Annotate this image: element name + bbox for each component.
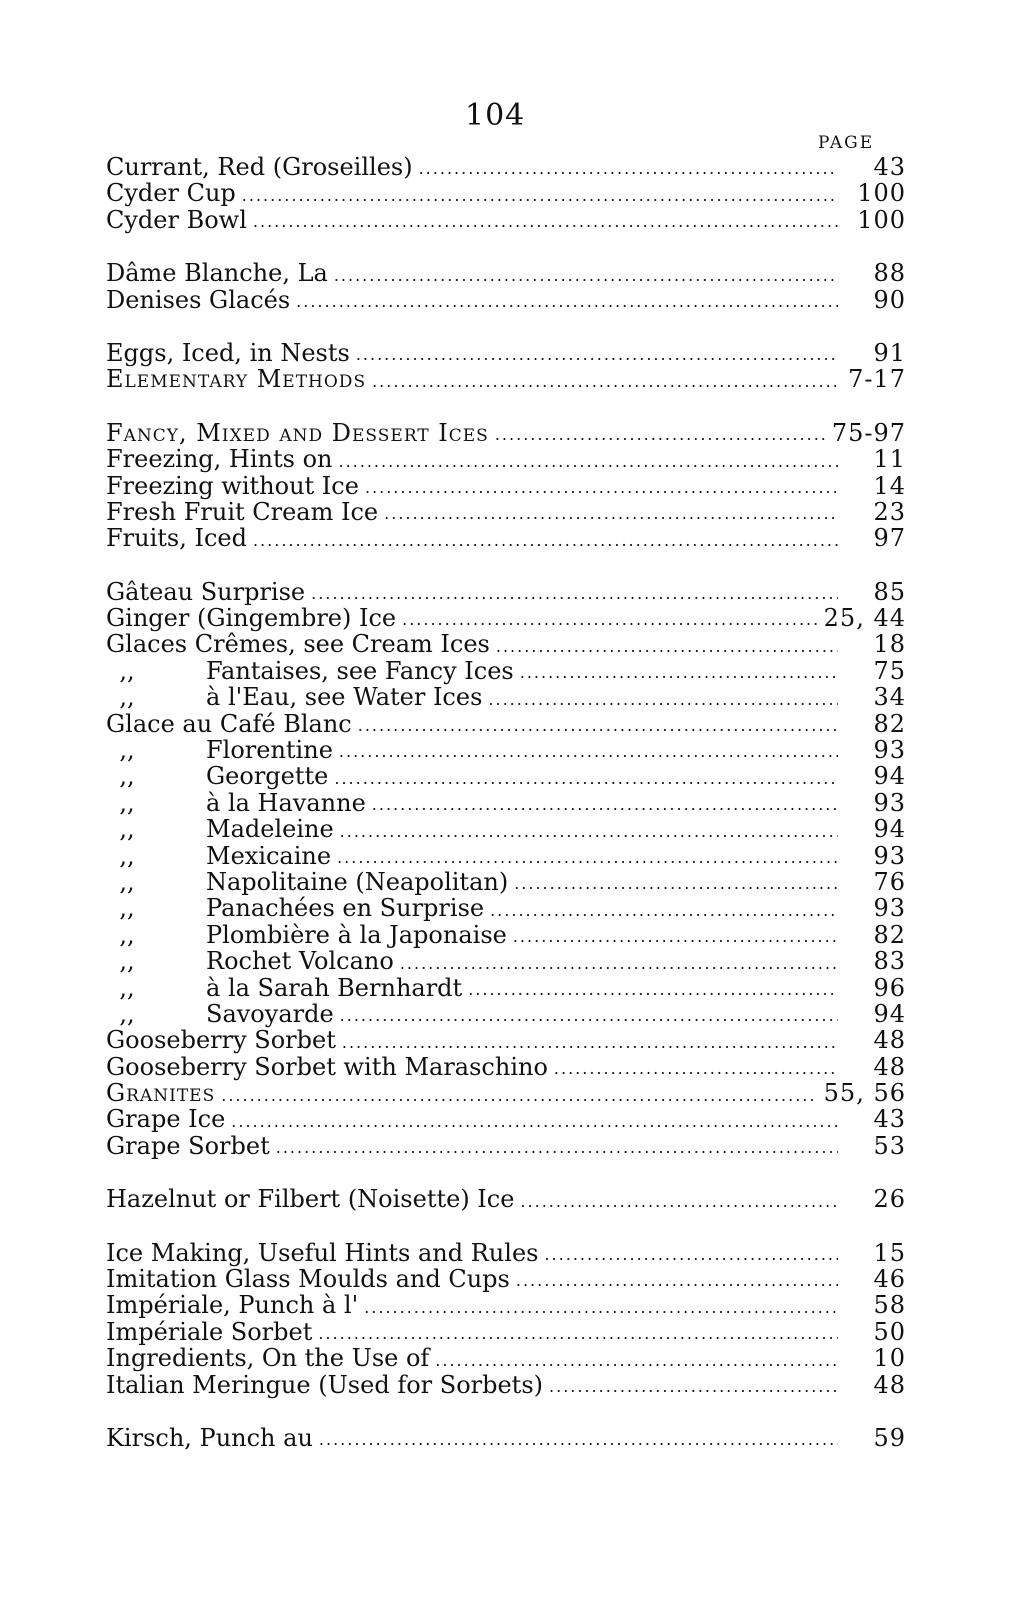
entry-label: Currant, Red (Groseilles) bbox=[106, 152, 413, 181]
index-group bbox=[106, 340, 906, 393]
entry-page: 43 bbox=[873, 152, 906, 181]
index-entry bbox=[106, 711, 906, 737]
entry-label: à la Havanne bbox=[206, 788, 366, 817]
entry-page: 100 bbox=[857, 179, 906, 208]
index-entry bbox=[106, 260, 906, 286]
dot-leader bbox=[296, 291, 838, 313]
index-entry bbox=[106, 420, 906, 446]
index-entry bbox=[106, 1054, 906, 1080]
entry-label: Dâme Blanche, La bbox=[106, 259, 328, 288]
entry-label: Gâteau Surprise bbox=[106, 577, 306, 606]
index-entry bbox=[106, 631, 906, 657]
index-entry bbox=[106, 207, 906, 233]
index-entry bbox=[106, 1266, 906, 1292]
entry-page: 48 bbox=[873, 1026, 906, 1055]
index-group bbox=[106, 420, 906, 552]
index-entry bbox=[106, 446, 906, 472]
dot-leader bbox=[372, 794, 838, 816]
entry-label: Grape Ice bbox=[106, 1105, 226, 1134]
entry-label: Cyder Cup bbox=[106, 179, 236, 208]
page-number: 104 bbox=[465, 98, 526, 133]
entry-label: Glace au Café Blanc bbox=[106, 709, 352, 738]
entry-page: 82 bbox=[873, 709, 906, 738]
entry-page: 93 bbox=[873, 736, 906, 765]
dot-leader bbox=[384, 503, 838, 525]
ditto-mark: ,, bbox=[119, 999, 135, 1028]
ditto-mark: ,, bbox=[119, 920, 135, 949]
entry-page: 96 bbox=[873, 973, 906, 1002]
dot-leader bbox=[318, 1323, 838, 1345]
entry-label: Glaces Crêmes, see Cream Ices bbox=[106, 630, 490, 659]
dot-leader bbox=[253, 530, 838, 552]
ditto-mark: ,, bbox=[119, 841, 135, 870]
dot-leader bbox=[488, 689, 838, 711]
index-entry bbox=[106, 1107, 906, 1133]
entry-label: Eggs, Iced, in Nests bbox=[106, 338, 350, 367]
ditto-mark: ,, bbox=[119, 656, 135, 685]
entry-page: 83 bbox=[873, 947, 906, 976]
entry-label: Fruits, Iced bbox=[106, 524, 247, 553]
entry-page: 75-97 bbox=[831, 418, 906, 447]
entry-page: 25, 44 bbox=[823, 604, 906, 633]
dot-leader bbox=[365, 477, 838, 499]
index-entry bbox=[106, 1319, 906, 1345]
index-entry bbox=[106, 1001, 906, 1027]
entry-label: Ice Making, Useful Hints and Rules bbox=[106, 1238, 539, 1267]
entry-label: Fresh Fruit Cream Ice bbox=[106, 497, 379, 526]
dot-leader bbox=[242, 185, 838, 207]
ditto-mark: ,, bbox=[119, 894, 135, 923]
index-entry bbox=[106, 869, 906, 895]
index-entry bbox=[106, 1345, 906, 1371]
index-entry bbox=[106, 684, 906, 710]
entry-page: 50 bbox=[873, 1317, 906, 1346]
index-entry bbox=[106, 366, 906, 392]
dot-leader bbox=[400, 953, 838, 975]
entry-label: à la Sarah Bernhardt bbox=[206, 973, 463, 1002]
index-entry bbox=[106, 499, 906, 525]
index-entry bbox=[106, 843, 906, 869]
dot-leader bbox=[402, 609, 818, 631]
dot-leader bbox=[356, 344, 838, 366]
dot-leader bbox=[334, 265, 838, 287]
ditto-mark: ,, bbox=[119, 762, 135, 791]
index-entry bbox=[106, 975, 906, 1001]
index-entry bbox=[106, 922, 906, 948]
entry-label: Grape Sorbet bbox=[106, 1131, 270, 1160]
entry-label: Panachées en Surprise bbox=[206, 894, 485, 923]
dot-leader bbox=[342, 1032, 838, 1054]
entry-page: 76 bbox=[873, 867, 906, 896]
entry-page: 15 bbox=[873, 1238, 906, 1267]
dot-leader bbox=[311, 583, 838, 605]
entry-label: Freezing without Ice bbox=[106, 471, 359, 500]
dot-leader bbox=[554, 1058, 838, 1080]
dot-leader bbox=[276, 1137, 838, 1159]
entry-page: 26 bbox=[873, 1185, 906, 1214]
dot-leader bbox=[514, 873, 838, 895]
index-entry bbox=[106, 948, 906, 974]
entry-page: 59 bbox=[873, 1424, 906, 1452]
entry-label: Florentine bbox=[206, 736, 333, 765]
index-entry bbox=[106, 1372, 906, 1398]
entry-label: à l'Eau, see Water Ices bbox=[206, 683, 483, 712]
index-entry bbox=[106, 763, 906, 789]
dot-leader bbox=[544, 1244, 838, 1266]
entry-page: 7-17 bbox=[848, 365, 906, 394]
entry-page: 82 bbox=[873, 920, 906, 949]
entry-label: Gooseberry Sorbet with Maraschino bbox=[106, 1052, 548, 1081]
entry-label: Gooseberry Sorbet bbox=[106, 1026, 336, 1055]
index-group bbox=[106, 260, 906, 313]
index-entry bbox=[106, 605, 906, 631]
dot-leader bbox=[435, 1350, 838, 1372]
entry-page: 94 bbox=[873, 815, 906, 844]
dot-leader bbox=[495, 424, 826, 446]
dot-leader bbox=[334, 768, 838, 790]
index-group bbox=[106, 579, 906, 1160]
entry-label: Impériale Sorbet bbox=[106, 1317, 313, 1346]
index-entry bbox=[106, 1240, 906, 1266]
entry-page: 100 bbox=[857, 205, 906, 234]
entry-label: Ginger (Gingembre) Ice bbox=[106, 604, 397, 633]
entry-label: Georgette bbox=[206, 762, 329, 791]
dot-leader bbox=[513, 926, 838, 948]
dot-leader bbox=[520, 662, 838, 684]
entry-label: Impériale, Punch à l' bbox=[106, 1291, 359, 1320]
dot-leader bbox=[520, 1191, 838, 1213]
entry-page: 53 bbox=[873, 1131, 906, 1160]
index-entry bbox=[106, 1027, 906, 1053]
dot-leader bbox=[468, 979, 838, 1001]
entry-page: 55, 56 bbox=[823, 1079, 906, 1108]
entry-page: 93 bbox=[873, 841, 906, 870]
index-list bbox=[106, 154, 906, 1478]
dot-leader bbox=[340, 1005, 838, 1027]
entry-label: Kirsch, Punch au bbox=[106, 1424, 313, 1452]
entry-page: 46 bbox=[873, 1265, 906, 1294]
entry-page: 90 bbox=[873, 285, 906, 314]
entry-page: 94 bbox=[873, 762, 906, 791]
entry-page: 43 bbox=[873, 1105, 906, 1134]
index-group bbox=[106, 154, 906, 233]
entry-page: 94 bbox=[873, 999, 906, 1028]
dot-leader bbox=[340, 821, 838, 843]
entry-page: 85 bbox=[873, 577, 906, 606]
entry-page: 93 bbox=[873, 894, 906, 923]
entry-label: Italian Meringue (Used for Sorbets) bbox=[106, 1370, 544, 1399]
page-column-header: PAGE bbox=[818, 133, 875, 153]
entry-page: 93 bbox=[873, 788, 906, 817]
index-entry bbox=[106, 340, 906, 366]
entry-page: 75 bbox=[873, 656, 906, 685]
index-entry bbox=[106, 1186, 906, 1212]
entry-label: Freezing, Hints on bbox=[106, 445, 333, 474]
index-entry bbox=[106, 1425, 906, 1451]
entry-label: Elementary Methods bbox=[106, 365, 367, 394]
entry-label: Hazelnut or Filbert (Noisette) Ice bbox=[106, 1185, 515, 1214]
index-entry bbox=[106, 790, 906, 816]
dot-leader bbox=[516, 1270, 838, 1292]
index-group bbox=[106, 1186, 906, 1212]
entry-label: Napolitaine (Neapolitan) bbox=[206, 867, 509, 896]
index-entry bbox=[106, 1133, 906, 1159]
entry-label: Imitation Glass Moulds and Cups bbox=[106, 1265, 510, 1294]
entry-page: 48 bbox=[873, 1052, 906, 1081]
entry-label: Denises Glacés bbox=[106, 285, 291, 314]
entry-page: 58 bbox=[873, 1291, 906, 1320]
dot-leader bbox=[253, 211, 838, 233]
dot-leader bbox=[337, 847, 838, 869]
dot-leader bbox=[231, 1111, 838, 1133]
index-entry bbox=[106, 287, 906, 313]
dot-leader bbox=[549, 1376, 838, 1398]
entry-label: Cyder Bowl bbox=[106, 205, 247, 234]
entry-label: Mexicaine bbox=[206, 841, 332, 870]
entry-label: Fantaises, see Fancy Ices bbox=[206, 656, 514, 685]
index-entry bbox=[106, 180, 906, 206]
ditto-mark: ,, bbox=[119, 867, 135, 896]
index-entry bbox=[106, 658, 906, 684]
dot-leader bbox=[419, 158, 838, 180]
entry-label: Madeleine bbox=[206, 815, 334, 844]
index-group bbox=[106, 1240, 906, 1398]
entry-page: 18 bbox=[873, 630, 906, 659]
entry-page: 88 bbox=[873, 259, 906, 288]
entry-page: 11 bbox=[873, 445, 906, 474]
dot-leader bbox=[221, 1085, 817, 1107]
index-entry bbox=[106, 1292, 906, 1318]
index-entry bbox=[106, 895, 906, 921]
index-entry bbox=[106, 1080, 906, 1106]
dot-leader bbox=[490, 900, 838, 922]
ditto-mark: ,, bbox=[119, 973, 135, 1002]
entry-page: 97 bbox=[873, 524, 906, 553]
dot-leader bbox=[372, 371, 838, 393]
entry-label: Granites bbox=[106, 1079, 216, 1108]
entry-page: 10 bbox=[873, 1344, 906, 1373]
index-entry bbox=[106, 579, 906, 605]
index-entry bbox=[106, 154, 906, 180]
ditto-mark: ,, bbox=[119, 736, 135, 765]
ditto-mark: ,, bbox=[119, 788, 135, 817]
index-entry bbox=[106, 816, 906, 842]
entry-label: Rochet Volcano bbox=[206, 947, 394, 976]
ditto-mark: ,, bbox=[119, 683, 135, 712]
ditto-mark: ,, bbox=[119, 947, 135, 976]
entry-label: Ingredients, On the Use of bbox=[106, 1344, 430, 1373]
index-entry bbox=[106, 473, 906, 499]
index-entry bbox=[106, 525, 906, 551]
dot-leader bbox=[358, 715, 838, 737]
entry-page: 23 bbox=[873, 497, 906, 526]
dot-leader bbox=[364, 1297, 838, 1319]
ditto-mark: ,, bbox=[119, 815, 135, 844]
index-entry bbox=[106, 737, 906, 763]
dot-leader bbox=[339, 451, 839, 473]
entry-label: Savoyarde bbox=[206, 999, 334, 1028]
entry-page: 48 bbox=[873, 1370, 906, 1399]
dot-leader bbox=[339, 741, 838, 763]
dot-leader bbox=[319, 1429, 838, 1451]
entry-page: 14 bbox=[873, 471, 906, 500]
dot-leader bbox=[496, 636, 838, 658]
entry-page: 34 bbox=[873, 683, 906, 712]
entry-page: 91 bbox=[873, 338, 906, 367]
entry-label: Fancy, Mixed and Dessert Ices bbox=[106, 418, 489, 447]
entry-label: Plombière à la Japonaise bbox=[206, 920, 507, 949]
index-group bbox=[106, 1425, 906, 1451]
